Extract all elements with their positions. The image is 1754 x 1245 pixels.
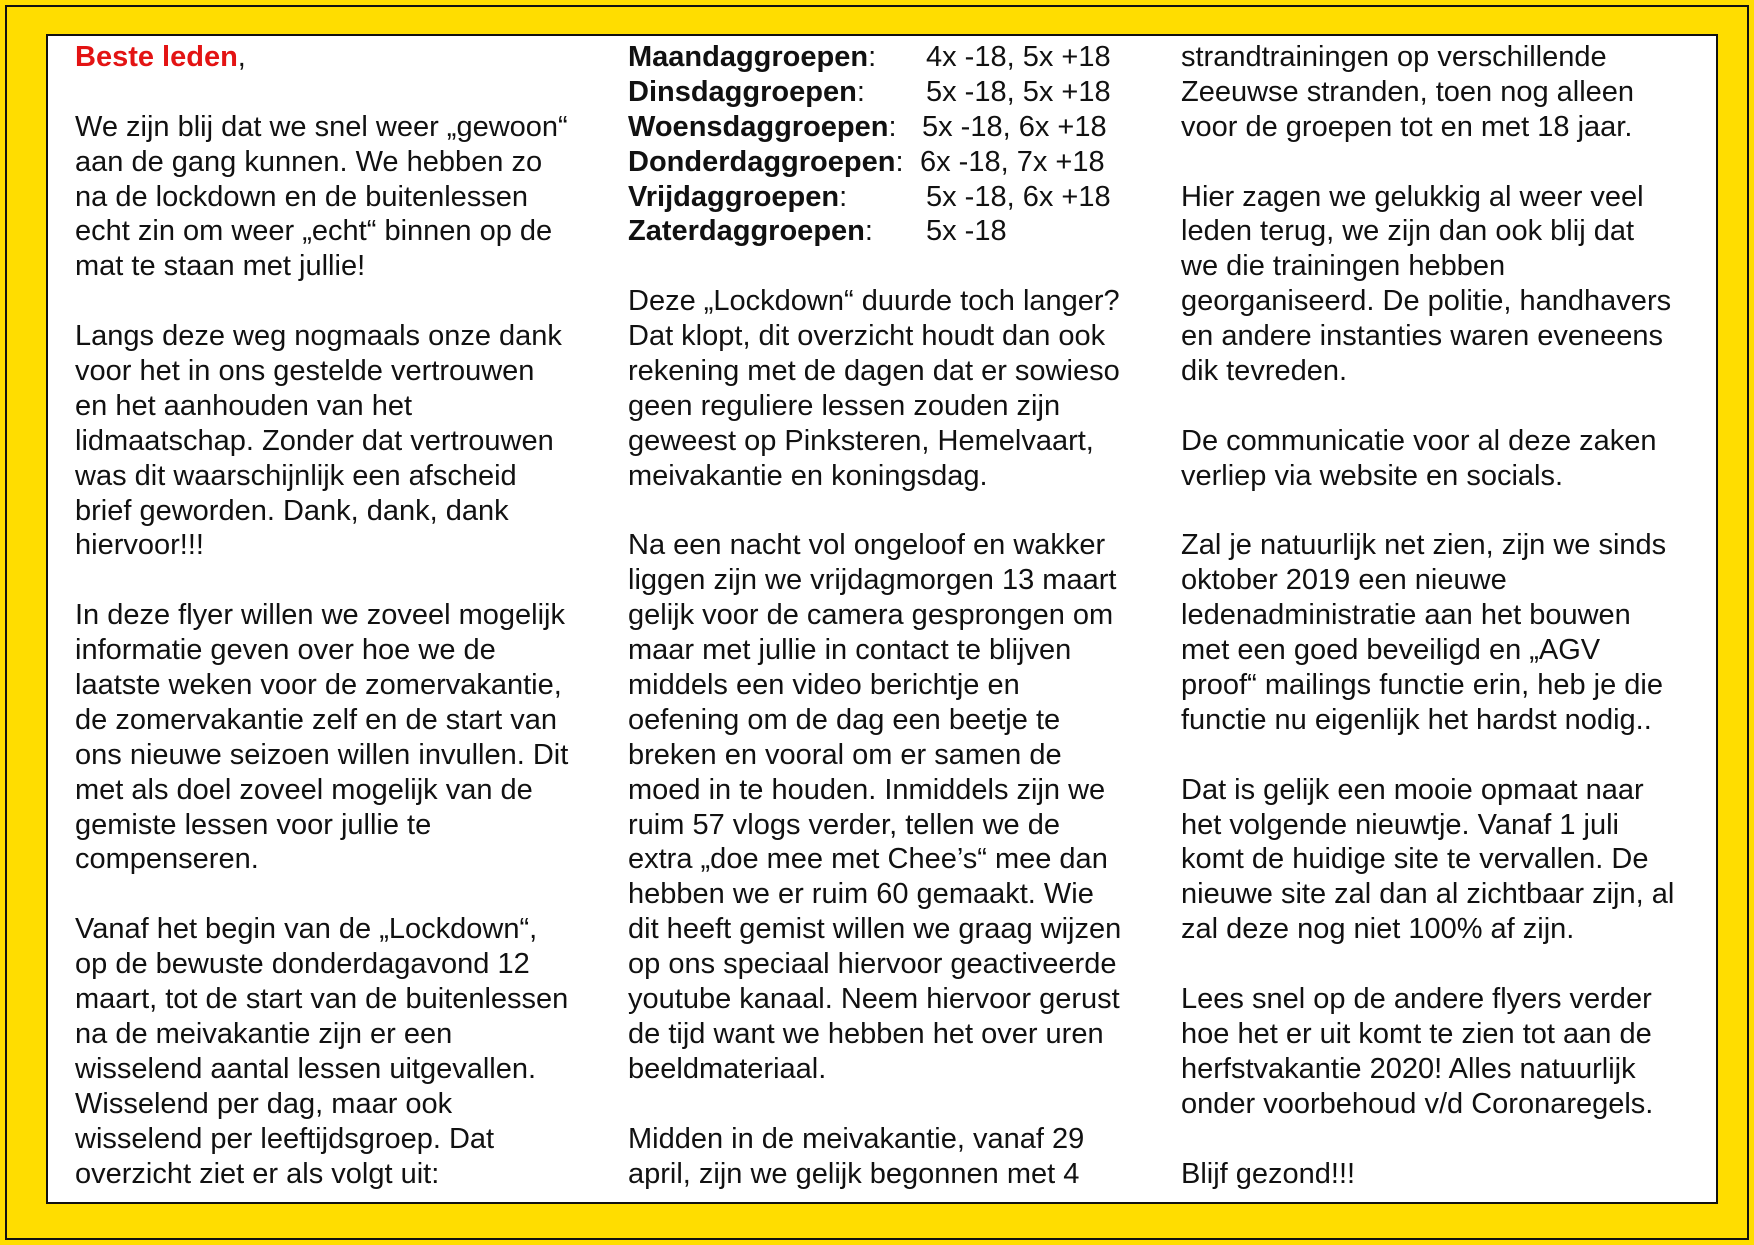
schedule-separator: :	[856, 75, 865, 108]
schedule-group-name: Donderdaggroepen	[628, 145, 896, 178]
text-line: na de meivakantie zijn er een	[75, 1017, 453, 1050]
text-line: op ons speciaal hiervoor geactiveerde	[628, 948, 1117, 981]
text-line: middels een video berichtje en	[628, 669, 1020, 702]
schedule-group-name: Woensdaggroepen	[628, 110, 889, 143]
text-line: beeldmateriaal.	[628, 1052, 827, 1085]
text-line: nieuwe site zal dan al zichtbaar zijn, al	[1181, 878, 1675, 911]
text-line: georganiseerd. De politie, handhavers	[1181, 285, 1672, 318]
schedule-group-name: Maandaggroepen	[628, 41, 869, 73]
paragraph-gap	[628, 1087, 1173, 1122]
schedule-counts: 5x -18, 6x +18	[922, 110, 1107, 143]
text-line: zal deze nog niet 100% af zijn.	[1181, 913, 1575, 946]
schedule-separator: :	[864, 215, 873, 248]
paragraph-gap	[1181, 389, 1716, 424]
text-line: het volgende nieuwtje. Vanaf 1 juli	[1181, 808, 1619, 841]
text-line: ruim 57 vlogs verder, tellen we de	[628, 808, 1060, 841]
text-line: Langs deze weg nogmaals onze dank	[75, 320, 562, 353]
text-line: en het aanhouden van het	[75, 389, 413, 422]
text-line: hiervoor!!!	[75, 529, 204, 562]
text-line: gemiste lessen voor jullie te	[75, 808, 432, 841]
schedule-group-name: Zaterdaggroepen	[628, 215, 865, 248]
text-line: moed in te houden. Inmiddels zijn we	[628, 773, 1106, 806]
text-line: extra „doe mee met Chee’s“ mee dan	[628, 843, 1108, 876]
paragraph	[1181, 982, 1716, 1122]
text-line: Zeeuwse stranden, toen nog alleen	[1181, 75, 1635, 108]
text-line: maart, tot de start van de buitenlessen	[75, 983, 569, 1016]
text-line: Lees snel op de andere flyers verder	[1181, 983, 1652, 1016]
column-3-body	[1181, 40, 1716, 1191]
text-line: Na een nacht vol ongeloof en wakker	[628, 529, 1106, 562]
paragraph-gap	[75, 563, 605, 598]
text-line: op de bewuste donderdagavond 12	[75, 948, 530, 981]
text-line: breken en vooral om er samen de	[628, 738, 1062, 771]
paragraph	[1181, 1157, 1716, 1192]
text-line: Midden in de meivakantie, vanaf 29	[628, 1122, 1085, 1155]
schedule-separator: :	[888, 110, 897, 143]
column-3	[1181, 40, 1716, 1191]
paragraph	[1181, 528, 1716, 737]
schedule-group-name: Vrijdaggroepen	[628, 180, 840, 213]
paragraph	[1181, 180, 1716, 389]
text-line: april, zijn we gelijk begonnen met 4	[628, 1157, 1080, 1190]
paragraph	[1181, 40, 1716, 145]
text-line: dit heeft gemist willen we graag wijzen	[628, 913, 1122, 946]
text-line: We zijn blij dat we snel weer „gewoon“	[75, 110, 568, 143]
paragraph-gap	[1181, 738, 1716, 773]
text-line: Dat is gelijk een mooie opmaat naar	[1181, 773, 1644, 806]
text-line: met een goed beveiligd en „AGV	[1181, 634, 1601, 667]
text-line: echt zin om weer „echt“ binnen op de	[75, 215, 553, 248]
column-2-body	[628, 284, 1173, 1191]
text-line: liggen zijn we vrijdagmorgen 13 maart	[628, 564, 1117, 597]
schedule-group-name: Dinsdaggroepen	[628, 75, 857, 108]
paragraph-gap	[75, 75, 605, 110]
text-line: herfstvakantie 2020! Alles natuurlijk	[1181, 1052, 1636, 1085]
text-line: proof“ mailings functie erin, heb je die	[1181, 669, 1663, 702]
text-line: Dat klopt, dit overzicht houdt dan ook	[628, 320, 1106, 353]
text-line: met als doel zoveel mogelijk van de	[75, 773, 533, 806]
text-line: brief geworden. Dank, dank, dank	[75, 494, 509, 527]
text-line: functie nu eigenlijk het hardst nodig..	[1181, 703, 1652, 736]
paragraph-gap	[1181, 145, 1716, 180]
text-line: en andere instanties waren eveneens	[1181, 320, 1664, 353]
text-line: In deze flyer willen we zoveel mogelijk	[75, 599, 565, 632]
text-line: Hier zagen we gelukkig al weer veel	[1181, 180, 1644, 213]
paragraph-gap	[1181, 494, 1716, 529]
text-line: voor het in ons gestelde vertrouwen	[75, 355, 535, 388]
paragraph-gap	[1181, 947, 1716, 982]
text-line: voor de groepen tot en met 18 jaar.	[1181, 110, 1633, 143]
paragraph	[628, 284, 1173, 493]
paragraph-gap	[1181, 1122, 1716, 1157]
text-line: compenseren.	[75, 843, 259, 876]
text-line: meivakantie en koningsdag.	[628, 459, 988, 492]
text-line: komt de huidige site te vervallen. De	[1181, 843, 1649, 876]
paragraph	[1181, 424, 1716, 494]
text-line: wisselend per leeftijdsgroep. Dat	[75, 1122, 495, 1155]
text-line: Zal je natuurlijk net zien, zijn we sinds	[1181, 529, 1667, 562]
paragraph-gap	[628, 249, 1173, 284]
paragraph-gap	[628, 494, 1173, 529]
text-line: maar met jullie in contact te blijven	[628, 634, 1072, 667]
schedule-separator: :	[895, 145, 904, 178]
paragraph	[75, 319, 605, 563]
text-line: leden terug, we zijn dan ook blij dat	[1181, 215, 1635, 248]
column-1-body	[75, 110, 605, 1192]
text-line: informatie geven over hoe we de	[75, 634, 496, 667]
cancelled-lessons-table	[628, 40, 1173, 249]
schedule-counts: 5x -18, 6x +18	[926, 180, 1111, 213]
schedule-row	[628, 214, 1173, 249]
text-line: na de lockdown en de buitenlessen	[75, 180, 529, 213]
greeting	[75, 40, 605, 75]
text-line: mat te staan met jullie!	[75, 250, 366, 283]
text-line: geweest op Pinksteren, Hemelvaart,	[628, 424, 1094, 457]
text-line: youtube kanaal. Neem hiervoor gerust	[628, 983, 1120, 1016]
schedule-row	[628, 110, 1173, 145]
text-line: Vanaf het begin van de „Lockdown“,	[75, 913, 538, 946]
text-line: Blijf gezond!!!	[1181, 1157, 1356, 1190]
text-line: laatste weken voor de zomervakantie,	[75, 669, 562, 702]
paragraph	[1181, 773, 1716, 947]
schedule-counts: 4x -18, 5x +18	[926, 41, 1111, 73]
text-line: verliep via website en socials.	[1181, 459, 1564, 492]
paragraph	[75, 912, 605, 1191]
text-line: rekening met de dagen dat er sowieso	[628, 355, 1120, 388]
schedule-separator: :	[839, 180, 848, 213]
text-line: ons nieuwe seizoen willen invullen. Dit	[75, 738, 569, 771]
schedule-row	[628, 180, 1173, 215]
flyer-text-panel	[46, 34, 1718, 1204]
text-line: onder voorbehoud v/d Coronaregels.	[1181, 1087, 1654, 1120]
schedule-counts: 5x -18, 5x +18	[926, 75, 1111, 108]
paragraph	[75, 110, 605, 284]
schedule-row	[628, 145, 1173, 180]
text-line: strandtrainingen op verschillende	[1181, 41, 1607, 73]
text-line: de zomervakantie zelf en de start van	[75, 703, 557, 736]
text-line: we die trainingen hebben	[1181, 250, 1506, 283]
greeting-comma: ,	[237, 41, 246, 73]
text-line: dik tevreden.	[1181, 355, 1348, 388]
text-line: oefening om de dag een beetje te	[628, 703, 1061, 736]
paragraph-gap	[75, 284, 605, 319]
text-line: aan de gang kunnen. We hebben zo	[75, 145, 543, 178]
text-line: de tijd want we hebben het over uren	[628, 1017, 1104, 1050]
schedule-separator: :	[868, 41, 877, 73]
text-line: hebben we er ruim 60 gemaakt. Wie	[628, 878, 1094, 911]
text-line: gelijk voor de camera gesprongen om	[628, 599, 1114, 632]
text-line: lidmaatschap. Zonder dat vertrouwen	[75, 424, 554, 457]
text-line: hoe het er uit komt te zien tot aan de	[1181, 1017, 1652, 1050]
schedule-counts: 6x -18, 7x +18	[920, 145, 1105, 178]
schedule-row	[628, 40, 1173, 75]
paragraph	[628, 1122, 1173, 1192]
text-line: was dit waarschijnlijk een afscheid	[75, 459, 517, 492]
text-line: Wisselend per dag, maar ook	[75, 1087, 453, 1120]
text-line: geen reguliere lessen zouden zijn	[628, 389, 1061, 422]
text-line: Deze „Lockdown“ duurde toch langer?	[628, 285, 1120, 318]
paragraph	[628, 528, 1173, 1086]
text-line: De communicatie voor al deze zaken	[1181, 424, 1657, 457]
schedule-row	[628, 75, 1173, 110]
paragraph	[75, 598, 605, 877]
column-2	[628, 40, 1173, 1191]
schedule-counts: 5x -18	[926, 215, 1007, 248]
column-1	[75, 40, 605, 1191]
text-line: oktober 2019 een nieuwe	[1181, 564, 1507, 597]
greeting-name: Beste leden	[75, 41, 238, 73]
paragraph-gap	[75, 877, 605, 912]
text-line: wisselend aantal lessen uitgevallen.	[75, 1052, 537, 1085]
text-line: ledenadministratie aan het bouwen	[1181, 599, 1631, 632]
text-line: overzicht ziet er als volgt uit:	[75, 1157, 440, 1190]
